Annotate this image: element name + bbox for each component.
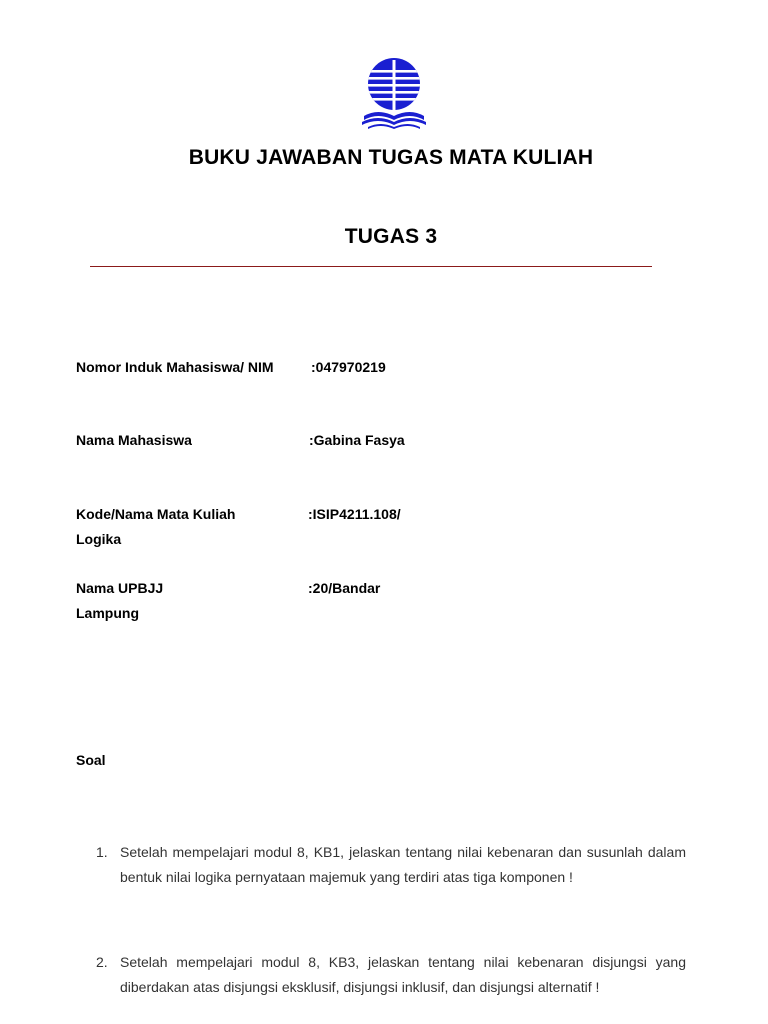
question-number: 1. (96, 844, 108, 860)
course-code-value: :ISIP4211.108/ (308, 506, 401, 522)
header-divider (90, 266, 652, 267)
course-code-label: Kode/Nama Mata Kuliah (76, 506, 236, 522)
question-item (96, 950, 686, 1000)
upbjj-value: :20/Bandar (308, 580, 381, 596)
nim-label: Nomor Induk Mahasiswa/ NIM (76, 359, 274, 375)
question-text: Setelah mempelajari modul 8, KB3, jelaskan tentang nilai kebenaran disjungsi yang diberdakan atas disjungsi eksklusif, disjungsi inklusif, dan disjungsi alternatif ! (120, 954, 686, 995)
question-text: Setelah mempelajari modul 8, KB1, jelaskan tentang nilai kebenaran dan susunlah dalam bentuk nilai logika pernyataan majemuk yang terdiri atas tiga komponen ! (120, 844, 686, 885)
student-name-label: Nama Mahasiswa (76, 432, 192, 448)
student-name-value: :Gabina Fasya (309, 432, 405, 448)
document-title: BUKU JAWABAN TUGAS MATA KULIAH (188, 146, 594, 169)
nim-value: :047970219 (311, 359, 386, 375)
upbjj-continuation: Lampung (76, 605, 139, 621)
question-number: 2. (96, 954, 108, 970)
university-logo-icon (360, 56, 428, 132)
soal-heading: Soal (76, 752, 106, 768)
course-name-continuation: Logika (76, 531, 122, 547)
upbjj-label: Nama UPBJJ (76, 580, 164, 596)
question-item (96, 840, 686, 890)
assignment-number: TUGAS 3 (344, 225, 438, 248)
